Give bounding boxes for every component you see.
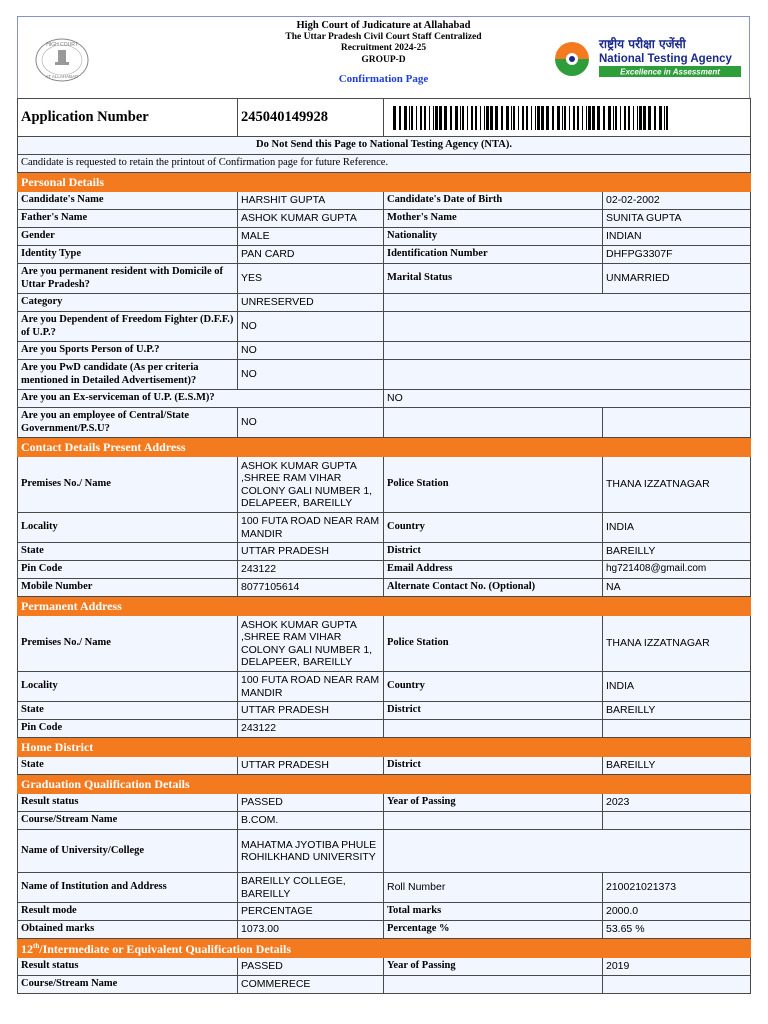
barcode-bar xyxy=(603,106,605,130)
police-station-value: THANA IZZATNAGAR xyxy=(603,457,751,513)
barcode-bar xyxy=(471,106,473,130)
identity-type-label: Identity Type xyxy=(18,246,238,264)
group-label: GROUP-D xyxy=(361,54,406,65)
barcode-bar xyxy=(501,106,503,130)
identification-number-value: DHFPG3307F xyxy=(603,246,751,264)
barcode-bar xyxy=(424,106,426,130)
table-row xyxy=(18,312,751,342)
candidate-name-value: HARSHIT GUPTA xyxy=(238,192,384,210)
barcode-bar xyxy=(643,106,646,130)
svg-text:HIGH COURT: HIGH COURT xyxy=(46,42,78,48)
locality-value: 100 FUTA ROAD NEAR RAM MANDIR xyxy=(238,513,384,543)
barcode-bar xyxy=(666,106,668,130)
marital-status-label: Marital Status xyxy=(384,264,603,294)
barcode-bar xyxy=(480,106,481,130)
state-value: UTTAR PRADESH xyxy=(238,757,384,775)
barcode-bar xyxy=(564,106,566,130)
empty-cell xyxy=(384,812,603,830)
country-value: INDIA xyxy=(603,672,751,702)
table-row xyxy=(18,457,751,513)
email-label: Email Address xyxy=(384,561,603,579)
table-row xyxy=(18,561,751,579)
barcode-bar xyxy=(455,106,458,130)
barcode-bar xyxy=(444,106,447,130)
barcode-cell xyxy=(384,99,751,137)
svg-text:National Testing Agency: National Testing Agency xyxy=(599,53,732,65)
barcode-bar xyxy=(484,106,485,130)
course-label: Course/Stream Name xyxy=(18,812,238,830)
empty-cell xyxy=(384,408,603,438)
state-label: State xyxy=(18,757,238,775)
barcode-bar xyxy=(518,106,519,130)
ex-serviceman-value: NO xyxy=(384,390,751,408)
university-value: MAHATMA JYOTIBA PHULE ROHILKHAND UNIVERSITY xyxy=(238,830,384,873)
alternate-contact-value: NA xyxy=(603,579,751,597)
sports-person-value: NO xyxy=(238,342,384,360)
table-row xyxy=(18,830,751,873)
mobile-value: 8077105614 xyxy=(238,579,384,597)
police-station-label: Police Station xyxy=(384,457,603,513)
roll-number-label: Roll Number xyxy=(384,873,603,903)
barcode-bar xyxy=(460,106,461,130)
obtained-marks-value: 1073.00 xyxy=(238,921,384,939)
confirmation-title: Confirmation Page xyxy=(338,73,429,85)
table-row xyxy=(18,794,751,812)
barcode-bar xyxy=(615,106,617,130)
table-row xyxy=(18,672,751,702)
barcode-bar xyxy=(592,106,595,130)
barcode-bar xyxy=(569,106,570,130)
gender-value: MALE xyxy=(238,228,384,246)
country-value: INDIA xyxy=(603,513,751,543)
sports-person-label: Are you Sports Person of U.P.? xyxy=(18,342,238,360)
table-row xyxy=(18,210,751,228)
barcode-bar xyxy=(624,106,626,130)
barcode-bar xyxy=(586,106,587,130)
barcode-bar xyxy=(409,106,410,130)
barcode-bar xyxy=(411,106,413,130)
table-row xyxy=(18,812,751,830)
father-name-value: ASHOK KUMAR GUPTA xyxy=(238,210,384,228)
retain-note: Candidate is requested to retain the printout of Confirmation page for future Reference. xyxy=(18,155,751,173)
svg-text:AT ALLAHABAD: AT ALLAHABAD xyxy=(45,74,79,79)
table-row xyxy=(18,958,751,976)
barcode-bar xyxy=(620,106,621,130)
mobile-label: Mobile Number xyxy=(18,579,238,597)
table-row xyxy=(18,390,751,408)
locality-value: 100 FUTA ROAD NEAR RAM MANDIR xyxy=(238,672,384,702)
barcode-bar xyxy=(486,106,489,130)
university-label: Name of University/College xyxy=(18,830,238,873)
barcode-bar xyxy=(664,106,665,130)
barcode-bar xyxy=(597,106,600,130)
confirmation-page xyxy=(17,16,750,994)
email-value: hg721408@gmail.com xyxy=(603,561,751,579)
pwd-value: NO xyxy=(238,360,384,390)
table-row xyxy=(18,294,751,312)
empty-cell xyxy=(603,408,751,438)
barcode-bar xyxy=(637,106,638,130)
result-status-label: Result status xyxy=(18,794,238,812)
barcode-bar xyxy=(588,106,591,130)
application-number-value: 245040149928 xyxy=(238,99,384,137)
barcode-bar xyxy=(531,106,532,130)
table-row xyxy=(18,228,751,246)
barcode-bar xyxy=(439,106,442,130)
table-row xyxy=(18,757,751,775)
locality-label: Locality xyxy=(18,513,238,543)
result-mode-value: PERCENTAGE xyxy=(238,903,384,921)
locality-label: Locality xyxy=(18,672,238,702)
table-row xyxy=(18,616,751,672)
result-status-value: PASSED xyxy=(238,794,384,812)
district-label: District xyxy=(384,757,603,775)
barcode-bar xyxy=(490,106,493,130)
candidate-name-label: Candidate's Name xyxy=(18,192,238,210)
barcode-bar xyxy=(535,106,536,130)
empty-cell xyxy=(384,976,603,994)
intermediate-title-number: 12 xyxy=(21,942,33,957)
barcode-bar xyxy=(546,106,549,130)
percentage-value: 53.65 % xyxy=(603,921,751,939)
barcode-bar xyxy=(404,106,407,130)
gender-label: Gender xyxy=(18,228,238,246)
barcode-bar xyxy=(633,106,634,130)
recruitment-line: The Uttar Pradesh Civil Court Staff Centralized xyxy=(285,31,482,42)
total-marks-label: Total marks xyxy=(384,903,603,921)
table-row xyxy=(18,342,751,360)
state-value: UTTAR PRADESH xyxy=(238,702,384,720)
police-station-value: THANA IZZATNAGAR xyxy=(603,616,751,672)
barcode-bar xyxy=(513,106,515,130)
barcode-bar xyxy=(435,106,438,130)
section-permanent-address: Permanent Address xyxy=(18,597,751,616)
barcode-bar xyxy=(573,106,575,130)
state-value: UTTAR PRADESH xyxy=(238,543,384,561)
barcode-bar xyxy=(537,106,540,130)
table-row xyxy=(18,360,751,390)
district-value: BAREILLY xyxy=(603,757,751,775)
course-value: B.COM. xyxy=(238,812,384,830)
institution-label: Name of Institution and Address xyxy=(18,873,238,903)
confirmation-table xyxy=(17,98,751,994)
section-personal-details: Personal Details xyxy=(18,173,751,192)
premises-value: ASHOK KUMAR GUPTA ,SHREE RAM VIHAR COLONY GALI NUMBER 1, DELAPEER, BAREILLY xyxy=(238,457,384,513)
pin-code-value: 243122 xyxy=(238,720,384,738)
barcode-bar xyxy=(552,106,554,130)
recruitment-year: Recruitment 2024-25 xyxy=(340,43,427,53)
nationality-label: Nationality xyxy=(384,228,603,246)
identity-type-value: PAN CARD xyxy=(238,246,384,264)
country-label: Country xyxy=(384,513,603,543)
pin-code-value: 243122 xyxy=(238,561,384,579)
roll-number-value: 210021021373 xyxy=(603,873,751,903)
barcode-bar xyxy=(429,106,430,130)
district-label: District xyxy=(384,543,603,561)
application-number-row xyxy=(18,99,751,137)
barcode-bar xyxy=(526,106,528,130)
table-row xyxy=(18,873,751,903)
section-graduation: Graduation Qualification Details xyxy=(18,775,751,794)
barcode-bar xyxy=(450,106,452,130)
total-marks-value: 2000.0 xyxy=(603,903,751,921)
barcode-bar xyxy=(462,106,464,130)
result-status-value: PASSED xyxy=(238,958,384,976)
barcode-bar xyxy=(628,106,630,130)
category-label: Category xyxy=(18,294,238,312)
barcode-bar xyxy=(495,106,498,130)
year-of-passing-label: Year of Passing xyxy=(384,958,603,976)
intermediate-title-text: /Intermediate or Equivalent Qualification Details xyxy=(39,942,291,957)
section-present-address: Contact Details Present Address xyxy=(18,438,751,457)
court-name: High Court of Judicature at Allahabad xyxy=(296,20,471,31)
state-label: State xyxy=(18,543,238,561)
barcode-bar xyxy=(654,106,656,130)
table-row xyxy=(18,921,751,939)
barcode-bar xyxy=(639,106,642,130)
nta-logo-icon xyxy=(551,35,743,79)
barcode-bar xyxy=(613,106,614,130)
state-label: State xyxy=(18,702,238,720)
barcode-bar xyxy=(433,106,434,130)
freedom-fighter-value: NO xyxy=(238,312,384,342)
table-row xyxy=(18,720,751,738)
govt-employee-value: NO xyxy=(238,408,384,438)
barcode-bar xyxy=(420,106,422,130)
district-value: BAREILLY xyxy=(603,702,751,720)
year-of-passing-value: 2019 xyxy=(603,958,751,976)
domicile-value: YES xyxy=(238,264,384,294)
empty-cell xyxy=(603,812,751,830)
year-of-passing-label: Year of Passing xyxy=(384,794,603,812)
mother-name-label: Mother's Name xyxy=(384,210,603,228)
course-value: COMMERECE xyxy=(238,976,384,994)
table-row xyxy=(18,264,751,294)
empty-cell xyxy=(603,976,751,994)
section-intermediate xyxy=(18,939,751,958)
district-value: BAREILLY xyxy=(603,543,751,561)
category-value: UNRESERVED xyxy=(238,294,384,312)
barcode-bar xyxy=(506,106,509,130)
freedom-fighter-label: Are you Dependent of Freedom Fighter (D.F.F.) of U.P.? xyxy=(18,312,238,342)
barcode-bar xyxy=(475,106,477,130)
barcode-icon xyxy=(387,103,675,133)
table-row xyxy=(18,192,751,210)
application-number-label: Application Number xyxy=(18,99,238,137)
barcode-bar xyxy=(399,106,401,130)
high-court-seal-icon xyxy=(34,37,90,83)
empty-cell xyxy=(384,342,751,360)
year-of-passing-value: 2023 xyxy=(603,794,751,812)
empty-cell xyxy=(384,360,751,390)
barcode-bar xyxy=(557,106,560,130)
premises-label: Premises No./ Name xyxy=(18,457,238,513)
barcode-bar xyxy=(467,106,468,130)
section-home-district: Home District xyxy=(18,738,751,757)
table-row xyxy=(18,408,751,438)
barcode-bar xyxy=(522,106,524,130)
ex-serviceman-label: Are you an Ex-serviceman of U.P. (E.S.M)? xyxy=(18,390,384,408)
empty-cell xyxy=(384,830,751,873)
barcode-bar xyxy=(562,106,563,130)
dob-label: Candidate's Date of Birth xyxy=(384,192,603,210)
table-row xyxy=(18,903,751,921)
govt-employee-label: Are you an employee of Central/State Government/P.S.U? xyxy=(18,408,238,438)
table-row xyxy=(18,513,751,543)
barcode-bar xyxy=(582,106,583,130)
header-titles xyxy=(198,20,569,86)
table-row xyxy=(18,579,751,597)
empty-cell xyxy=(384,720,603,738)
empty-cell xyxy=(384,312,751,342)
barcode-bar xyxy=(541,106,544,130)
barcode-bar xyxy=(648,106,651,130)
nationality-value: INDIAN xyxy=(603,228,751,246)
domicile-label: Are you permanent resident with Domicile of Uttar Pradesh? xyxy=(18,264,238,294)
svg-text:Excellence in Assessment: Excellence in Assessment xyxy=(620,67,720,77)
result-status-label: Result status xyxy=(18,958,238,976)
empty-cell xyxy=(603,720,751,738)
barcode-bar xyxy=(577,106,579,130)
premises-label: Premises No./ Name xyxy=(18,616,238,672)
do-not-send-notice: Do Not Send this Page to National Testing Agency (NTA). xyxy=(18,137,751,155)
svg-text:राष्ट्रीय परीक्षा एजेंसी: राष्ट्रीय परीक्षा एजेंसी xyxy=(599,37,686,51)
table-row xyxy=(18,976,751,994)
police-station-label: Police Station xyxy=(384,616,603,672)
barcode-bar xyxy=(416,106,417,130)
percentage-label: Percentage % xyxy=(384,921,603,939)
table-row xyxy=(18,246,751,264)
table-row xyxy=(18,543,751,561)
course-label: Course/Stream Name xyxy=(18,976,238,994)
page-header xyxy=(17,16,750,98)
father-name-label: Father's Name xyxy=(18,210,238,228)
marital-status-value: UNMARRIED xyxy=(603,264,751,294)
pin-code-label: Pin Code xyxy=(18,720,238,738)
alternate-contact-label: Alternate Contact No. (Optional) xyxy=(384,579,603,597)
result-mode-label: Result mode xyxy=(18,903,238,921)
dob-value: 02-02-2002 xyxy=(603,192,751,210)
district-label: District xyxy=(384,702,603,720)
table-row xyxy=(18,702,751,720)
institution-value: BAREILLY COLLEGE, BAREILLY xyxy=(238,873,384,903)
mother-name-value: SUNITA GUPTA xyxy=(603,210,751,228)
intermediate-title-sup: th xyxy=(33,942,40,951)
pwd-label: Are you PwD candidate (As per criteria mentioned in Detailed Advertisement)? xyxy=(18,360,238,390)
obtained-marks-label: Obtained marks xyxy=(18,921,238,939)
barcode-bar xyxy=(659,106,662,130)
empty-cell xyxy=(384,294,751,312)
country-label: Country xyxy=(384,672,603,702)
premises-value: ASHOK KUMAR GUPTA ,SHREE RAM VIHAR COLONY GALI NUMBER 1, DELAPEER, BAREILLY xyxy=(238,616,384,672)
barcode-bar xyxy=(511,106,512,130)
barcode-bar xyxy=(608,106,611,130)
barcode-bar xyxy=(393,106,396,130)
pin-code-label: Pin Code xyxy=(18,561,238,579)
identification-number-label: Identification Number xyxy=(384,246,603,264)
